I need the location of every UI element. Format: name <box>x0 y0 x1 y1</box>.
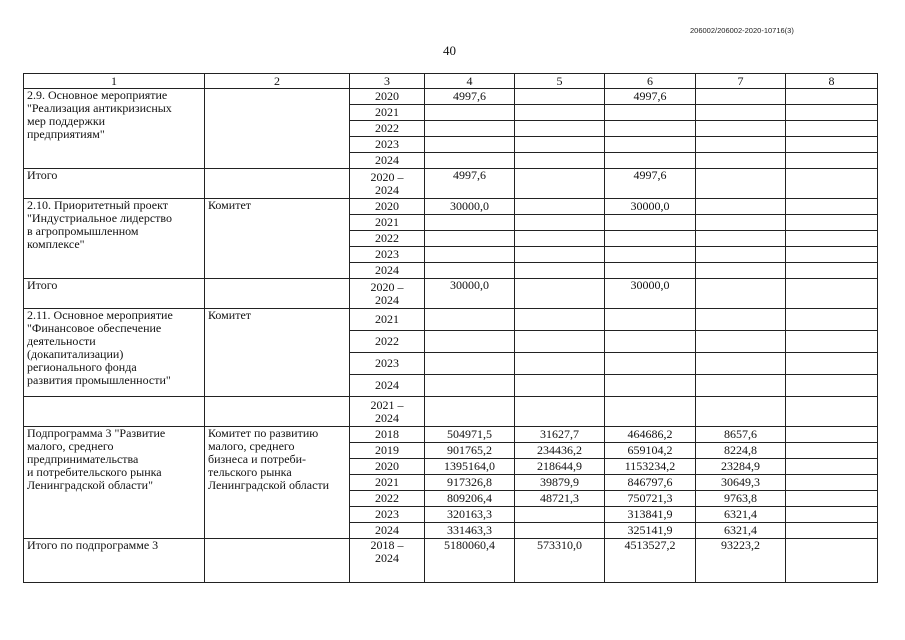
value-cell <box>786 459 878 475</box>
value-cell <box>605 231 696 247</box>
year-range-cell: 2020 – 2024 <box>350 169 425 199</box>
value-cell: 331463,3 <box>425 523 515 539</box>
year-cell: 2023 <box>350 507 425 523</box>
value-cell <box>605 247 696 263</box>
value-cell <box>786 169 878 199</box>
value-cell: 846797,6 <box>605 475 696 491</box>
value-cell <box>786 353 878 375</box>
value-cell <box>515 215 605 231</box>
value-cell <box>786 331 878 353</box>
value-cell: 659104,2 <box>605 443 696 459</box>
value-cell <box>425 331 515 353</box>
executor-cell <box>205 89 350 169</box>
value-cell <box>786 105 878 121</box>
year-cell: 2024 <box>350 375 425 397</box>
value-cell: 30000,0 <box>605 199 696 215</box>
col-header: 7 <box>696 74 786 89</box>
value-cell <box>515 121 605 137</box>
value-cell: 5180060,4 <box>425 539 515 583</box>
value-cell <box>696 153 786 169</box>
total-label-cell: Итого по подпрограмме 3 <box>24 539 205 583</box>
value-cell <box>605 153 696 169</box>
year-cell: 2022 <box>350 491 425 507</box>
value-cell <box>605 397 696 427</box>
value-cell <box>515 263 605 279</box>
value-cell <box>696 247 786 263</box>
value-cell: 234436,2 <box>515 443 605 459</box>
activity-name-cell: 2.10. Приоритетный проект "Индустриальное лидерство в агропромышленном комплексе" <box>24 199 205 279</box>
value-cell <box>696 121 786 137</box>
value-cell <box>605 375 696 397</box>
value-cell <box>605 137 696 153</box>
table-row <box>24 427 878 443</box>
table-row <box>24 309 878 331</box>
value-cell: 313841,9 <box>605 507 696 523</box>
table-row <box>24 199 878 215</box>
value-cell <box>696 105 786 121</box>
value-cell: 30000,0 <box>425 279 515 309</box>
total-label-cell: Итого <box>24 279 205 309</box>
value-cell <box>515 105 605 121</box>
year-range-cell: 2020 – 2024 <box>350 279 425 309</box>
value-cell <box>696 279 786 309</box>
document-code: 206002/206002-2020-10716(3) <box>690 26 794 35</box>
value-cell <box>696 331 786 353</box>
value-cell <box>515 507 605 523</box>
executor-cell: Комитет по развитию малого, среднего бизнеса и потреби- тельского рынка Ленинградской области <box>205 427 350 539</box>
value-cell <box>515 169 605 199</box>
value-cell: 93223,2 <box>696 539 786 583</box>
value-cell: 4997,6 <box>425 89 515 105</box>
value-cell <box>605 309 696 331</box>
value-cell: 325141,9 <box>605 523 696 539</box>
executor-cell <box>205 279 350 309</box>
activity-name-cell: 2.9. Основное мероприятие "Реализация антикризисных мер поддержки предприятиям" <box>24 89 205 169</box>
value-cell: 1395164,0 <box>425 459 515 475</box>
value-cell <box>786 247 878 263</box>
value-cell <box>425 215 515 231</box>
year-cell: 2018 <box>350 427 425 443</box>
table-row-total <box>24 397 878 427</box>
value-cell <box>696 309 786 331</box>
value-cell <box>605 263 696 279</box>
col-header: 5 <box>515 74 605 89</box>
col-header: 4 <box>425 74 515 89</box>
executor-cell: Комитет <box>205 309 350 397</box>
table-row-total <box>24 279 878 309</box>
table-header-row <box>24 74 878 89</box>
value-cell: 464686,2 <box>605 427 696 443</box>
value-cell <box>696 215 786 231</box>
value-cell <box>786 539 878 583</box>
year-cell: 2023 <box>350 353 425 375</box>
value-cell <box>696 137 786 153</box>
value-cell: 9763,8 <box>696 491 786 507</box>
value-cell: 218644,9 <box>515 459 605 475</box>
value-cell <box>786 263 878 279</box>
value-cell <box>425 121 515 137</box>
value-cell: 750721,3 <box>605 491 696 507</box>
value-cell <box>425 353 515 375</box>
value-cell <box>786 89 878 105</box>
col-header: 3 <box>350 74 425 89</box>
value-cell <box>425 231 515 247</box>
value-cell <box>605 105 696 121</box>
activity-name-cell: 2.11. Основное мероприятие "Финансовое обеспечение деятельности (докапитализации) регионального фонда развития промышленности" <box>24 309 205 397</box>
value-cell <box>515 247 605 263</box>
value-cell: 30649,3 <box>696 475 786 491</box>
executor-cell <box>205 539 350 583</box>
value-cell: 48721,3 <box>515 491 605 507</box>
value-cell <box>425 137 515 153</box>
total-label-cell <box>24 397 205 427</box>
value-cell <box>786 397 878 427</box>
value-cell <box>425 247 515 263</box>
executor-cell <box>205 397 350 427</box>
value-cell: 30000,0 <box>425 199 515 215</box>
value-cell: 4997,6 <box>425 169 515 199</box>
year-cell: 2024 <box>350 153 425 169</box>
year-cell: 2021 <box>350 309 425 331</box>
year-cell: 2022 <box>350 331 425 353</box>
value-cell <box>605 121 696 137</box>
executor-cell <box>205 169 350 199</box>
value-cell <box>605 353 696 375</box>
value-cell <box>696 397 786 427</box>
value-cell <box>515 199 605 215</box>
value-cell <box>786 507 878 523</box>
value-cell: 4997,6 <box>605 89 696 105</box>
value-cell <box>786 121 878 137</box>
value-cell <box>515 309 605 331</box>
executor-cell: Комитет <box>205 199 350 279</box>
value-cell <box>515 153 605 169</box>
year-range-cell: 2018 – 2024 <box>350 539 425 583</box>
value-cell: 1153234,2 <box>605 459 696 475</box>
year-cell: 2023 <box>350 247 425 263</box>
value-cell: 6321,4 <box>696 523 786 539</box>
value-cell: 39879,9 <box>515 475 605 491</box>
value-cell: 573310,0 <box>515 539 605 583</box>
value-cell <box>515 353 605 375</box>
year-cell: 2022 <box>350 231 425 247</box>
value-cell: 31627,7 <box>515 427 605 443</box>
value-cell <box>605 331 696 353</box>
year-range-cell: 2021 – 2024 <box>350 397 425 427</box>
col-header: 2 <box>205 74 350 89</box>
budget-table <box>23 73 878 583</box>
value-cell <box>786 215 878 231</box>
value-cell <box>425 375 515 397</box>
year-cell: 2021 <box>350 475 425 491</box>
value-cell <box>696 231 786 247</box>
table-row-total <box>24 539 878 583</box>
value-cell <box>696 353 786 375</box>
value-cell: 30000,0 <box>605 279 696 309</box>
value-cell <box>786 137 878 153</box>
value-cell <box>786 231 878 247</box>
value-cell: 4513527,2 <box>605 539 696 583</box>
year-cell: 2020 <box>350 459 425 475</box>
value-cell <box>696 263 786 279</box>
col-header: 6 <box>605 74 696 89</box>
value-cell <box>515 137 605 153</box>
value-cell <box>786 427 878 443</box>
value-cell <box>786 153 878 169</box>
value-cell <box>425 105 515 121</box>
value-cell: 23284,9 <box>696 459 786 475</box>
value-cell: 8224,8 <box>696 443 786 459</box>
year-cell: 2022 <box>350 121 425 137</box>
year-cell: 2019 <box>350 443 425 459</box>
value-cell <box>786 309 878 331</box>
value-cell <box>786 443 878 459</box>
value-cell <box>515 375 605 397</box>
value-cell <box>515 523 605 539</box>
value-cell <box>605 215 696 231</box>
value-cell <box>425 263 515 279</box>
value-cell: 917326,8 <box>425 475 515 491</box>
table-row-total <box>24 169 878 199</box>
subprogram-name-cell: Подпрограмма 3 "Развитие малого, среднего предпринимательства и потребительского рынка Ленинградской области" <box>24 427 205 539</box>
page-number: 40 <box>443 43 456 58</box>
value-cell <box>696 375 786 397</box>
value-cell <box>515 231 605 247</box>
value-cell: 8657,6 <box>696 427 786 443</box>
year-cell: 2020 <box>350 199 425 215</box>
value-cell <box>786 279 878 309</box>
value-cell <box>425 153 515 169</box>
value-cell <box>696 169 786 199</box>
year-cell: 2020 <box>350 89 425 105</box>
year-cell: 2024 <box>350 523 425 539</box>
value-cell <box>786 475 878 491</box>
total-label-cell: Итого <box>24 169 205 199</box>
value-cell <box>515 279 605 309</box>
value-cell <box>515 397 605 427</box>
value-cell <box>696 89 786 105</box>
value-cell <box>786 199 878 215</box>
value-cell <box>696 199 786 215</box>
value-cell <box>786 491 878 507</box>
value-cell <box>515 89 605 105</box>
value-cell: 4997,6 <box>605 169 696 199</box>
value-cell <box>425 397 515 427</box>
value-cell: 809206,4 <box>425 491 515 507</box>
value-cell <box>786 523 878 539</box>
value-cell: 320163,3 <box>425 507 515 523</box>
value-cell: 6321,4 <box>696 507 786 523</box>
value-cell <box>515 331 605 353</box>
col-header: 1 <box>24 74 205 89</box>
value-cell <box>786 375 878 397</box>
year-cell: 2023 <box>350 137 425 153</box>
year-cell: 2021 <box>350 105 425 121</box>
year-cell: 2021 <box>350 215 425 231</box>
table-row <box>24 89 878 105</box>
value-cell <box>425 309 515 331</box>
col-header: 8 <box>786 74 878 89</box>
value-cell: 504971,5 <box>425 427 515 443</box>
value-cell: 901765,2 <box>425 443 515 459</box>
year-cell: 2024 <box>350 263 425 279</box>
